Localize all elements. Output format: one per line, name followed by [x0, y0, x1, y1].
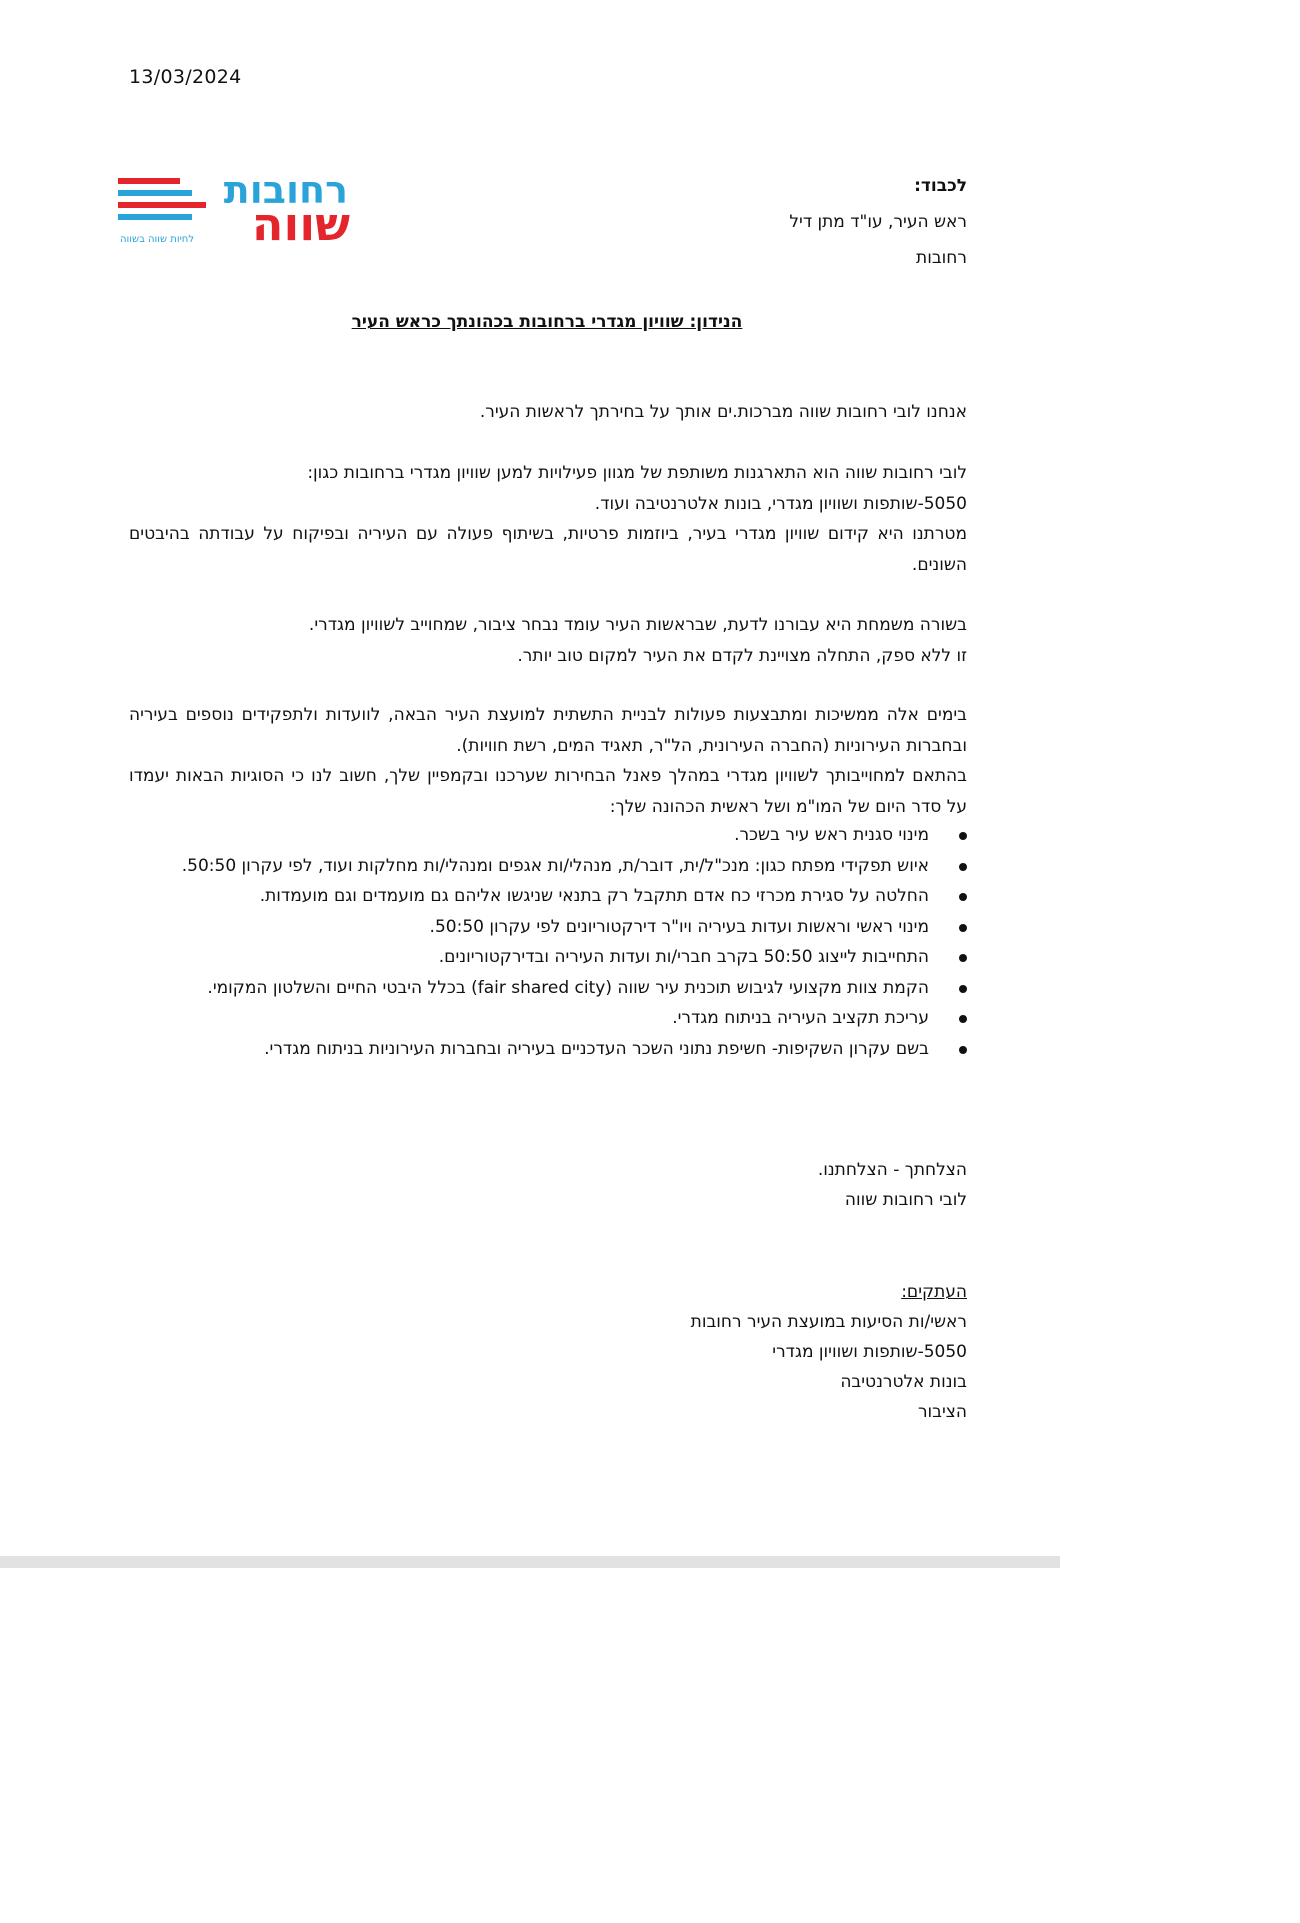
list-item: התחייבות לייצוג 50:50 בקרב חברי/ות ועדות העיריה ובדירקטוריונים.: [129, 942, 967, 973]
list-item: החלטה על סגירת מכרזי כח אדם תתקבל רק בתנאי שניגשו אליהם גם מועמדים וגם מועמדות.: [129, 881, 967, 912]
logo-name-top: רחובות: [223, 168, 348, 212]
bullet-dot-icon: [959, 893, 967, 901]
list-item: בשם עקרון השקיפות- חשיפת נתוני השכר העדכניים בעיריה ובחברות העירוניות בניתוח מגדרי.: [129, 1034, 967, 1065]
copies-label: העתקים:: [901, 1282, 967, 1302]
copies-item: הציבור: [917, 1402, 967, 1422]
paragraph-text: מטרתנו היא קידום שוויון מגדרי בעיר, ביוזמות פרטיות, בשיתוף פעולה עם העיריה ובפיקוח על עבודתה בהיבטים השונים.: [129, 524, 967, 575]
copies-item: ראשי/ות הסיעות במועצת העיר רחובות: [690, 1312, 967, 1332]
recipient-city: רחובות: [916, 248, 967, 268]
logo-stripe-blue-1: [118, 190, 192, 196]
bullet-dot-icon: [959, 1015, 967, 1023]
bullet-dot-icon: [959, 832, 967, 840]
paragraph-text: בהתאם למחוייבותך לשוויון מגדרי במהלך פאנל הבחירות שערכנו ובקמפיין שלך, חשוב לנו כי הסוגיות הבאות יעמדו על סדר היום של המו"מ ושל ראשית הכהונה שלך:: [129, 766, 967, 817]
paragraph-good-news: [129, 610, 967, 671]
page-bottom-edge: [0, 1556, 1060, 1568]
rehovot-shava-logo: [116, 168, 352, 252]
paragraph-text: זו ללא ספק, התחלה מצויינת לקדם את העיר למקום טוב יותר.: [517, 645, 967, 666]
copies-block: [691, 1277, 967, 1427]
closing-block: [818, 1155, 967, 1215]
list-item: מינוי ראשי וראשות ועדות בעיריה ויו"ר דירקטוריונים לפי עקרון 50:50.: [129, 912, 967, 943]
bullet-dot-icon: [959, 1046, 967, 1054]
demands-list: [129, 820, 967, 1064]
paragraph-text: לובי רחובות שווה הוא התארגנות משותפת של מגוון פעילויות למען שוויון מגדרי ברחובות כגון:: [307, 463, 967, 483]
recipient-block: [789, 168, 967, 276]
recipient-label: לכבוד:: [914, 176, 967, 196]
paragraph-greeting: [129, 397, 967, 428]
logo-tagline: לחיות שווה בשווה: [120, 234, 195, 245]
closing-line: הצלחתך - הצלחתנו.: [817, 1160, 967, 1180]
bullet-dot-icon: [959, 924, 967, 932]
list-item: מינוי סגנית ראש עיר בשכר.: [129, 820, 967, 851]
letter-date: 13/03/2024: [129, 66, 242, 88]
paragraph-about: [129, 458, 967, 580]
copies-item: בונות אלטרנטיבה: [840, 1372, 967, 1392]
recipient-name: ראש העיר, עו"ד מתן דיל: [789, 212, 967, 232]
bullet-dot-icon: [959, 863, 967, 871]
list-item: הקמת צוות מקצועי לגיבוש תוכנית עיר שווה (fair shared city) בכלל היבטי החיים והשלטון המקומי.: [129, 973, 967, 1004]
logo-stripe-red-2: [118, 202, 206, 208]
paragraph-text: 5050-שותפות ושוויון מגדרי, בונות אלטרנטיבה ועוד.: [594, 493, 967, 514]
list-item: עריכת תקציב העיריה בניתוח מגדרי.: [129, 1003, 967, 1034]
logo-stripe-red-1: [118, 178, 180, 184]
list-item: איוש תפקידי מפתח כגון: מנכ"ל/ית, דובר/ת, מנהלי/ות אגפים ומנהלי/ות מחלקות ועוד, לפי עקרון 50:50.: [129, 851, 967, 882]
paragraph-text: בשורה משמחת היא עבורנו לדעת, שבראשות העיר עומד נבחר ציבור, שמחוייב לשוויון מגדרי.: [308, 615, 967, 635]
paragraph-text: בימים אלה ממשיכות ומתבצעות פעולות לבניית התשתית למועצת העיר הבאה, לוועדות ולתפקידים נוספים בעיריה ובחברות העירוניות (החברה העירונית, הל"ר, תאגיד המים, רשת חוויות).: [129, 705, 967, 756]
paragraph-requests-intro: [129, 700, 967, 822]
paragraph-text: אנחנו לובי רחובות שווה מברכות.ים אותך על בחירתך לראשות העיר.: [479, 402, 967, 422]
copies-item: 5050-שותפות ושוויון מגדרי: [772, 1342, 967, 1362]
logo-name-main: שווה: [251, 197, 350, 251]
logo-stripe-blue-2: [118, 214, 192, 220]
bullet-dot-icon: [959, 985, 967, 993]
letter-subject: הנידון: שוויון מגדרי ברחובות בכהונתך כראש העיר: [351, 312, 743, 332]
bullet-dot-icon: [959, 954, 967, 962]
closing-signature: לובי רחובות שווה: [844, 1190, 967, 1210]
